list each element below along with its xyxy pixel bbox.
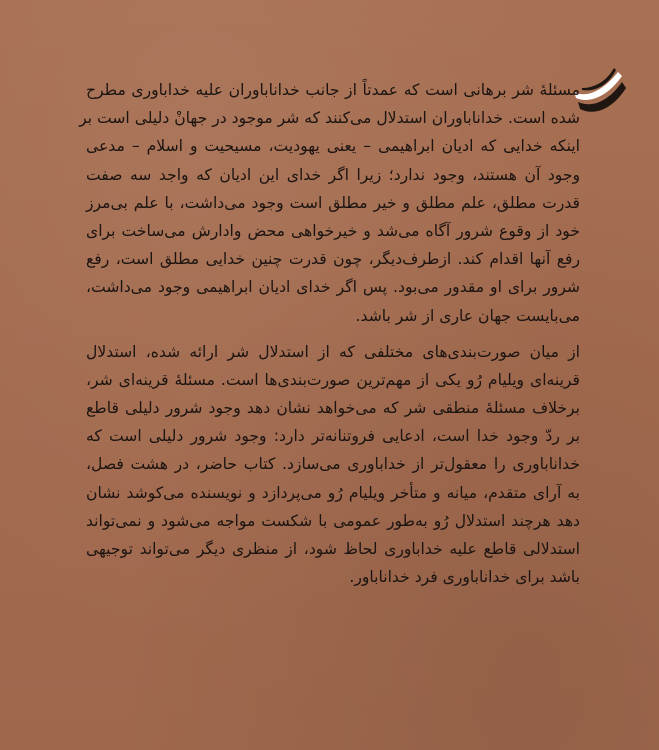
text-line: شده است. خداناباوران استدلال می‌کنند که شر موجود در جهانْ دلیلی است بر (79, 109, 580, 128)
text-line: مسئلهٔ شر برهانی است که عمدتاً از جانب خداناباوران علیه خداباوری مطرح (86, 81, 580, 99)
blurb-paragraph-2 (86, 338, 580, 592)
text-line: بر ردّ وجود خدا است، ادعایی فروتنانه‌تر دارد: وجود شرور دلیلی است که (86, 427, 580, 446)
text-line: رفع آنها اقدام کند. ازطرف‌دیگر، چون قدرت چنین خدایی مطلق است، رفع (86, 250, 580, 269)
text-line: باشد برای خداناباوری فرد خداناباور. (349, 568, 580, 587)
text-line: استدلالی قاطع علیه خداباوری لحاظ شود، از منظری دیگر می‌تواند توجیهی (86, 540, 580, 558)
text-line: وجود آن هستند، وجود ندارد؛ زیرا اگر خدای این ادیان که واجد سه صفت (86, 165, 580, 184)
text-line: اینکه خدایی که ادیان ابراهیمی – یعنی یهودیت، مسیحیت و اسلام – مدعی (86, 137, 580, 156)
text-line: قدرت مطلق، علم مطلق و خیر مطلق است وجود می‌داشت، با علم بی‌مرز (86, 193, 580, 212)
text-line: دهد هرچند استدلال رُو به‌طور عمومی با شکست مواجه می‌شود و نمی‌تواند (86, 511, 580, 530)
text-line: خداناباوری را معقول‌تر از خداباوری می‌سازد. کتاب حاضر، در هشت فصل، (86, 455, 580, 474)
text-line: شرور برای او مقدور می‌بود. پس اگر خدای ادیان ابراهیمی وجود می‌داشت، (86, 278, 580, 297)
blurb-text (79, 76, 580, 591)
text-line: به آرای متقدم، میانه و متأخر ویلیام رُو می‌پردازد و نویسنده می‌کوشد نشان (86, 483, 580, 502)
text-line: می‌بایست جهان عاری از شر باشد. (355, 306, 580, 325)
text-line: قرینه‌ای ویلیام رُو یکی از مهم‌ترین صورت‌بندی‌ها است. مسئلهٔ قرینه‌ای شر، (86, 370, 580, 389)
text-line: برخلاف مسئلهٔ منطقی شر که می‌خواهد نشان دهد وجود شرور دلیلی قاطع (86, 399, 580, 418)
publisher-logo-icon (572, 62, 628, 120)
text-line: از میان صورت‌بندی‌های مختلفی که از استدلال شر ارائه شده، استدلال (86, 342, 580, 361)
blurb-paragraph-1 (79, 76, 580, 330)
text-line: خود از وقوع شرور آگاه می‌شد و خیرخواهی محض وادارش می‌ساخت برای (86, 221, 580, 240)
